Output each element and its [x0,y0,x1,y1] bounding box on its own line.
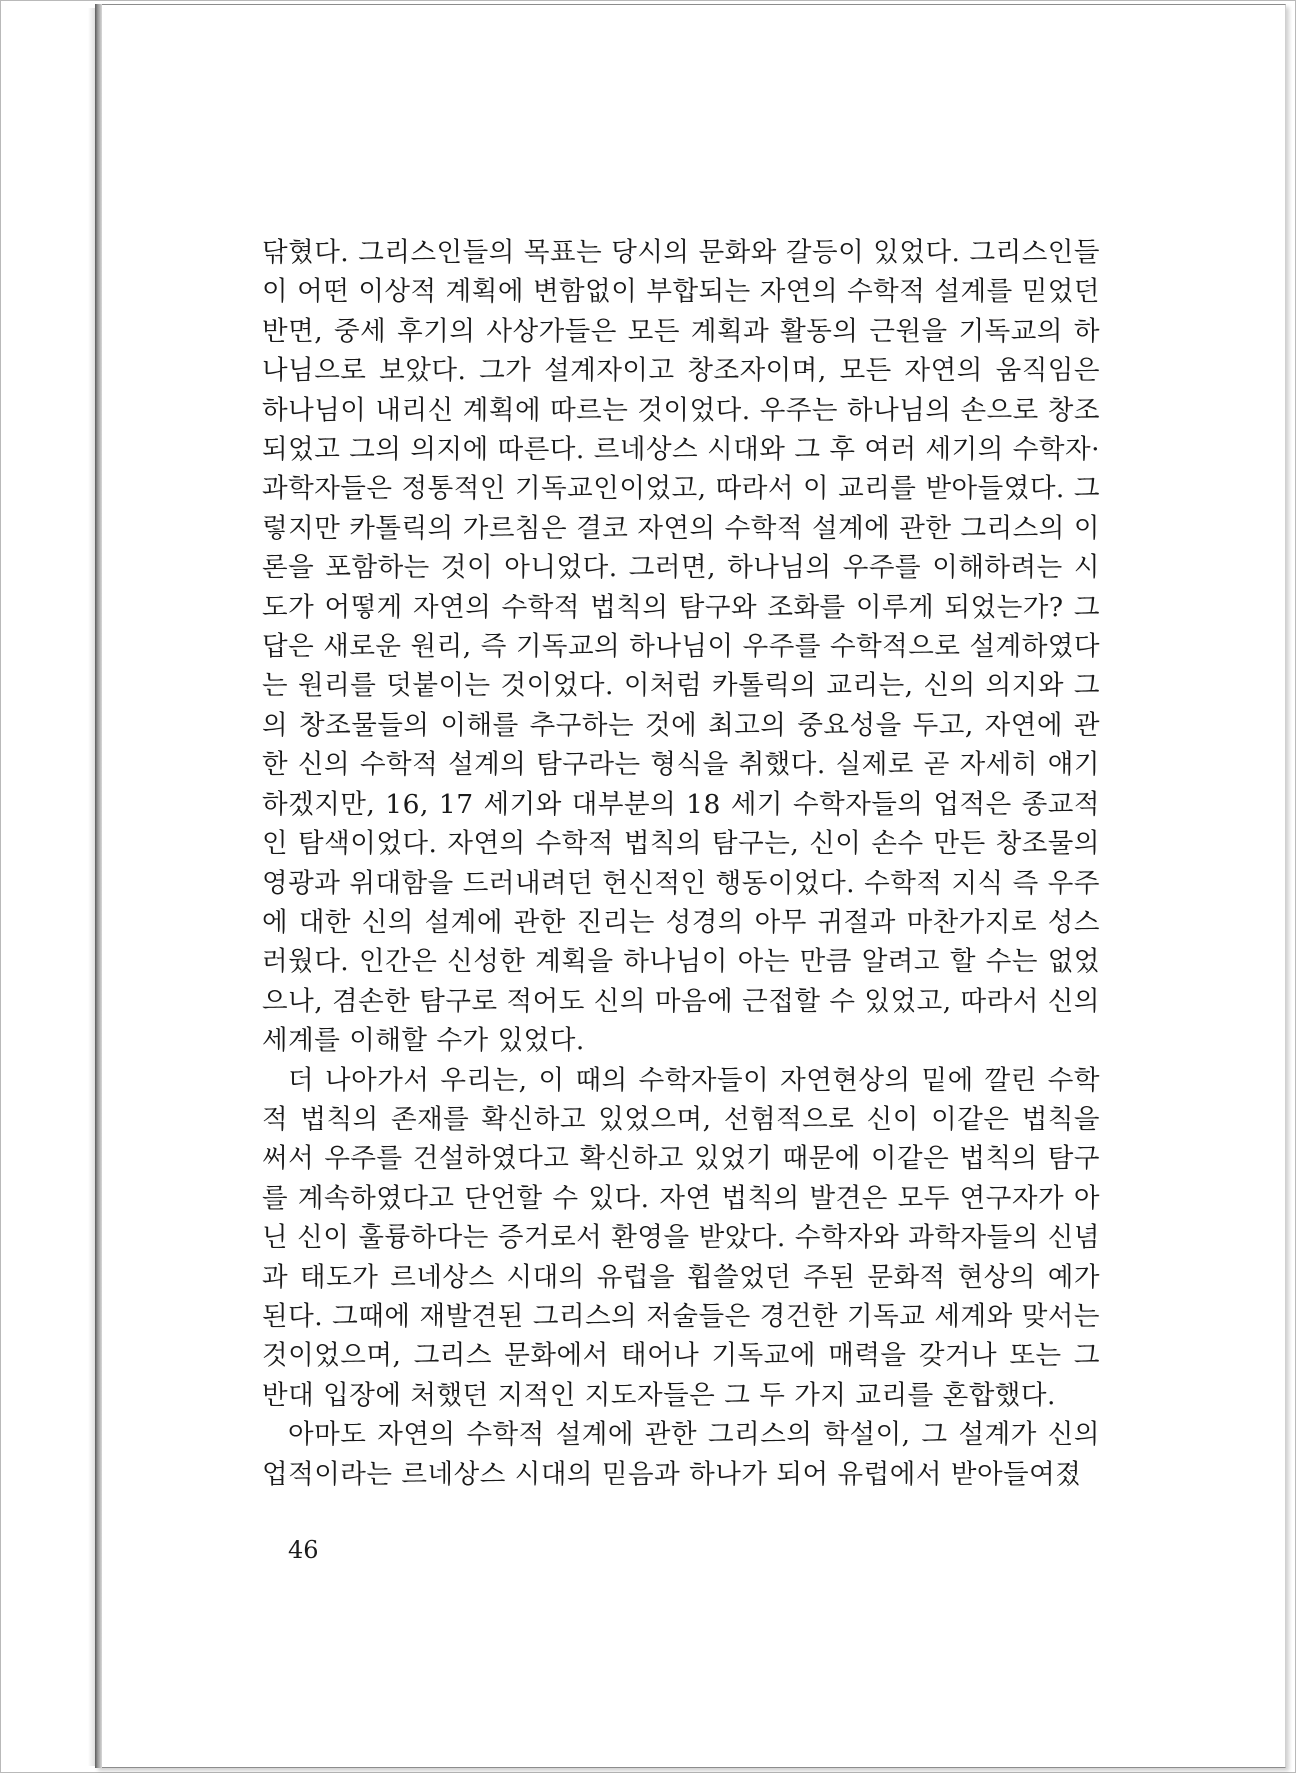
page-number: 46 [288,1536,319,1564]
paragraph-2: 더 나아가서 우리는, 이 때의 수학자들이 자연현상의 밑에 깔린 수학적 법칙의 존재를 확신하고 있었으며, 선험적으로 신이 이같은 법칙을 써서 우주를 건설하였다고 확신하고 있었기 때문에 이같은 법칙의 탐구를 계속하였다고 단언할 수 있다. 자연 법칙의 발견은 모두 연구자가 아닌 신이 훌륭하다는 증거로서 환영을 받았다. 수학자와 과학자들의 신념과 태도가 르네상스 시대의 유럽을 휩쓸었던 주된 문화적 현상의 예가 된다. 그때에 재발견된 그리스의 저술들은 경건한 기독교 세계와 맞서는 것이었으며, 그리스 문화에서 태어나 기독교에 매력을 갖거나 또는 그 반대 입장에 처했던 지적인 지도자들은 그 두 가지 교리를 혼합했다. [262,1064,1100,1411]
page-fold-edge [95,4,102,1768]
page-body-text [262,233,1100,1533]
paragraph-1: 닦혔다. 그리스인들의 목표는 당시의 문화와 갈등이 있었다. 그리스인들이 어떤 이상적 계획에 변함없이 부합되는 자연의 수학적 설계를 믿었던 반면, 중세 후기의 사상가들은 모든 계획과 활동의 근원을 기독교의 하나님으로 보았다. 그가 설계자이고 창조자이며, 모든 자연의 움직임은 하나님이 내리신 계획에 따르는 것이었다. 우주는 하나님의 손으로 창조되었고 그의 의지에 따른다. 르네상스 시대와 그 후 여러 세기의 수학자·과학자들은 정통적인 기독교인이었고, 따라서 이 교리를 받아들였다. 그렇지만 카톨릭의 가르침은 결코 자연의 수학적 설계에 관한 그리스의 이론을 포함하는 것이 아니었다. 그러면, 하나님의 우주를 이해하려는 시도가 어떻게 자연의 수학적 법칙의 탐구와 조화를 이루게 되었는가? 그 답은 새로운 원리, 즉 기독교의 하나님이 우주를 수학적으로 설계하였다는 원리를 덧붙이는 것이었다. 이처럼 카톨릭의 교리는, 신의 의지와 그의 창조물들의 이해를 추구하는 것에 최고의 중요성을 두고, 자연에 관한 신의 수학적 설계의 탐구라는 형식을 취했다. 실제로 곧 자세히 얘기하겠지만, 16, 17 세기와 대부분의 18 세기 수학자들의 업적은 종교적인 탐색이었다. 자연의 수학적 법칙의 탐구는, 신이 손수 만든 창조물의 영광과 위대함을 드러내려던 헌신적인 행동이었다. 수학적 지식 즉 우주에 대한 신의 설계에 관한 진리는 성경의 아무 귀절과 마찬가지로 성스러웠다. 인간은 신성한 계획을 하나님이 아는 만큼 알려고 할 수는 없었으나, 겸손한 탐구로 적어도 신의 마음에 근접할 수 있었고, 따라서 신의 세계를 이해할 수가 있었다. [262,237,1100,1057]
page-edge-shadow [88,8,95,1766]
paragraph-3: 아마도 자연의 수학적 설계에 관한 그리스의 학설이, 그 설계가 신의 업적이라는 르네상스 시대의 믿음과 하나가 되어 유럽에서 받아들여졌 [262,1419,1100,1490]
